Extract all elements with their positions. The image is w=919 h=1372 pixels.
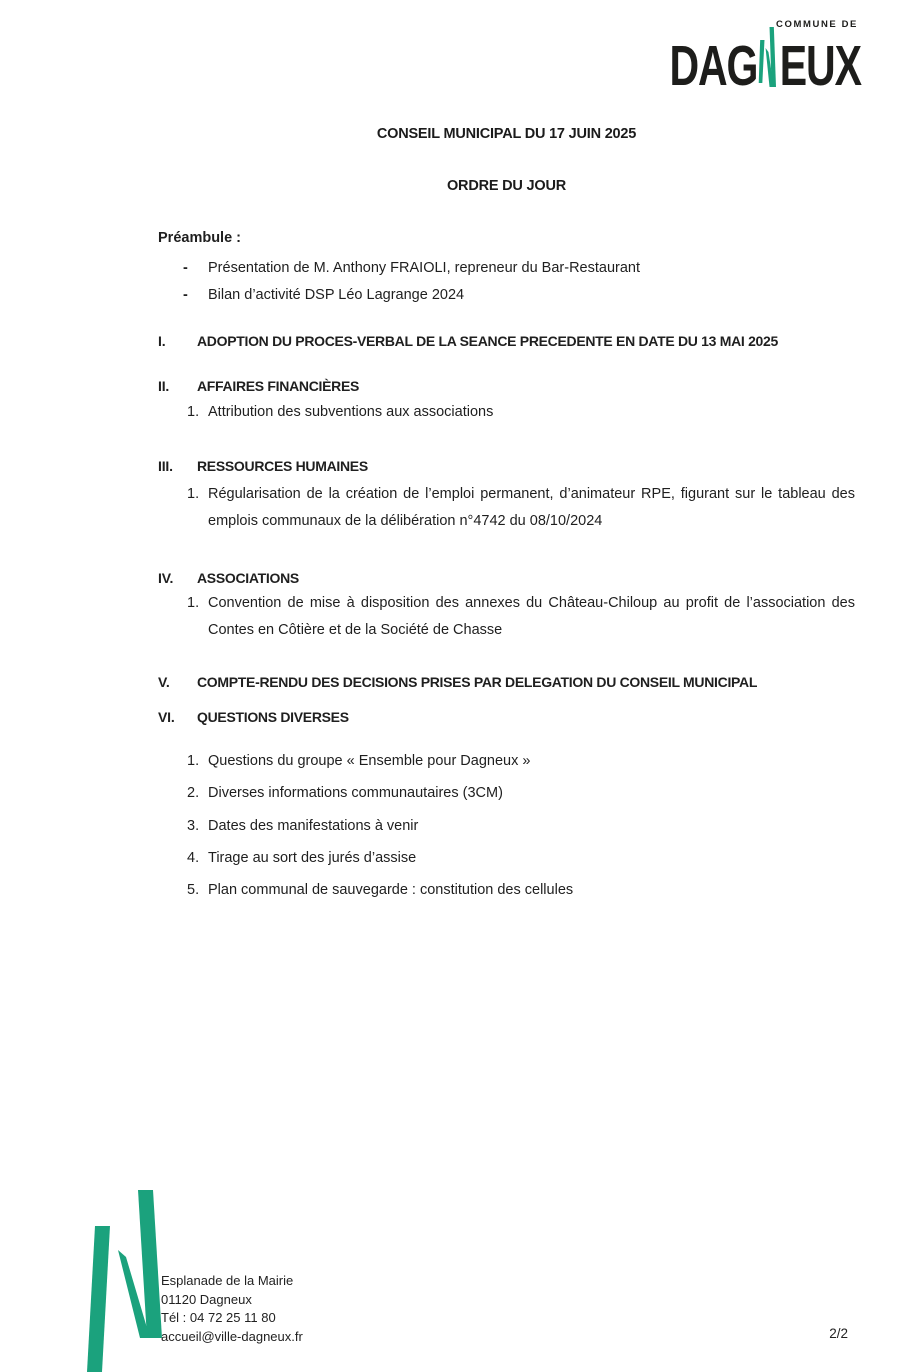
item-text: Dates des manifestations à venir [208, 817, 419, 834]
section-heading-adoption [158, 333, 878, 351]
agenda-item [158, 780, 855, 806]
agenda-item [158, 813, 855, 839]
address-line-email: accueil@ville-dagneux.fr [161, 1328, 303, 1344]
section-title: ADOPTION DU PROCES-VERBAL DE LA SEANCE PRECEDENTE EN DATE DU 13 MAI 2025 [197, 333, 779, 349]
agenda-item [158, 748, 855, 774]
footer-logo-n-icon [86, 1188, 162, 1372]
preamble-item [158, 255, 855, 282]
agenda-item [158, 399, 855, 426]
section-heading-questions-diverses [158, 709, 878, 727]
commune-de-label: COMMUNE DE [776, 19, 858, 30]
address-line-street: Esplanade de la Mairie [161, 1273, 294, 1288]
item-number: 3. [187, 817, 200, 834]
item-number: 5. [187, 882, 200, 899]
address-line-city: 01120 Dagneux [161, 1291, 252, 1307]
footer-address [161, 1272, 303, 1346]
section-numeral: IV. [158, 570, 174, 586]
agenda-item [158, 481, 855, 535]
preamble-item [158, 282, 855, 309]
section-items [158, 748, 855, 909]
item-number: 1. [187, 486, 200, 502]
section-numeral: II. [158, 378, 170, 394]
section-heading-compte-rendu [158, 674, 878, 692]
item-number: 1. [187, 595, 200, 611]
preamble-item-text: Bilan d’activité DSP Léo Lagrange 2024 [208, 287, 465, 303]
section-numeral: III. [158, 458, 173, 474]
header-logo [656, 14, 861, 98]
item-number: 4. [187, 849, 200, 866]
section-title: QUESTIONS DIVERSES [197, 709, 349, 725]
section-items [158, 590, 855, 644]
item-text: Tirage au sort des jurés d’assise [208, 849, 417, 866]
logo-n-icon [758, 27, 779, 88]
agenda-item [158, 877, 855, 903]
logo-text-left: DAG [669, 34, 758, 98]
item-text: Diverses informations communautaires (3CM) [208, 785, 503, 802]
bullet-dash: - [183, 287, 188, 303]
page-number: 2/2 [829, 1326, 848, 1341]
section-title: AFFAIRES FINANCIÈRES [197, 378, 360, 394]
agenda-title: ORDRE DU JOUR [446, 178, 567, 194]
section-title: COMPTE-RENDU DES DECISIONS PRISES PAR DELEGATION DU CONSEIL MUNICIPAL [197, 674, 758, 690]
agenda-item [158, 590, 855, 644]
section-heading-ressources-humaines [158, 458, 878, 476]
section-title: RESSOURCES HUMAINES [197, 458, 368, 474]
section-numeral: V. [158, 674, 170, 690]
section-numeral: VI. [158, 709, 175, 725]
preamble-item-text: Présentation de M. Anthony FRAIOLI, repreneur du Bar-Restaurant [208, 260, 641, 276]
item-text: Régularisation de la création de l’emploi permanent, d’animateur RPE, figurant sur le tableau des emplois communaux de la délibération n°4742 du 08/10/2024 [208, 486, 855, 529]
section-heading-associations [158, 570, 878, 588]
item-text: Convention de mise à disposition des annexes du Château-Chiloup au profit de l’association des Contes en Côtière et de la Société de Chasse [208, 595, 855, 638]
section-items [158, 399, 855, 426]
agenda-item [158, 845, 855, 871]
address-line-phone: Tél : 04 72 25 11 80 [161, 1310, 276, 1326]
bullet-dash: - [183, 260, 188, 276]
preamble-list [158, 255, 855, 309]
item-text: Attribution des subventions aux associations [208, 404, 494, 420]
section-heading-affaires-financieres [158, 378, 878, 396]
item-number: 1. [187, 404, 200, 420]
preamble-heading: Préambule : [158, 230, 241, 246]
logo-text-right: EUX [779, 34, 861, 98]
item-number: 2. [187, 785, 200, 802]
item-text: Plan communal de sauvegarde : constitution des cellules [208, 882, 574, 899]
logo-wordmark [669, 27, 861, 98]
section-title: ASSOCIATIONS [197, 570, 299, 586]
item-number: 1. [187, 753, 200, 769]
item-text: Questions du groupe « Ensemble pour Dagneux » [208, 753, 531, 769]
section-items [158, 481, 855, 535]
section-numeral: I. [158, 333, 166, 349]
meeting-title: CONSEIL MUNICIPAL DU 17 JUIN 2025 [376, 126, 637, 142]
